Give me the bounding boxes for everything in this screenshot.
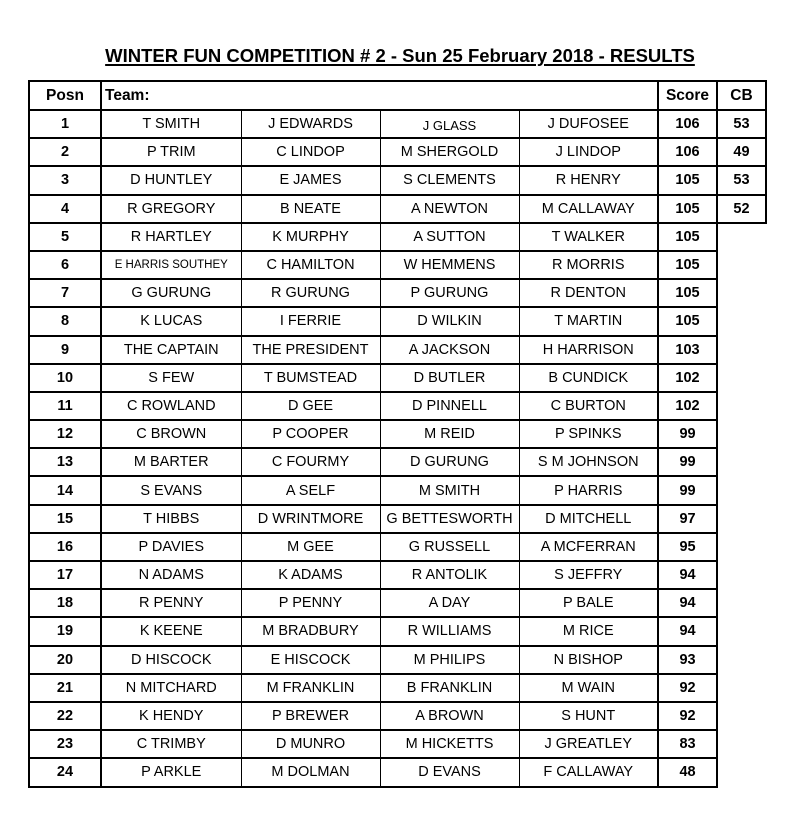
table-row: [29, 646, 717, 674]
score-cell: 83: [658, 730, 717, 758]
player-cell: M FRANKLIN: [241, 674, 380, 702]
position-cell: 1: [29, 110, 101, 138]
player-cell: D MUNRO: [241, 730, 380, 758]
player-cell: H HARRISON: [519, 336, 658, 364]
table-row: [29, 138, 717, 166]
player-cell: M BRADBURY: [241, 617, 380, 645]
player-cell: M BARTER: [101, 448, 241, 476]
table-row: [29, 166, 717, 194]
player-cell: M SHERGOLD: [380, 138, 519, 166]
player-cell: M RICE: [519, 617, 658, 645]
score-cell: 94: [658, 617, 717, 645]
player-cell: N ADAMS: [101, 561, 241, 589]
player-cell: P SPINKS: [519, 420, 658, 448]
player-cell: C TRIMBY: [101, 730, 241, 758]
table-row: [29, 702, 717, 730]
position-cell: 11: [29, 392, 101, 420]
position-cell: 2: [29, 138, 101, 166]
position-cell: 8: [29, 307, 101, 335]
player-cell: E HISCOCK: [241, 646, 380, 674]
score-cell: 105: [658, 166, 717, 194]
player-cell: A MCFERRAN: [519, 533, 658, 561]
table-row: [29, 364, 717, 392]
player-cell: K MURPHY: [241, 223, 380, 251]
position-cell: 22: [29, 702, 101, 730]
player-cell: D GURUNG: [380, 448, 519, 476]
table-row: [29, 110, 717, 138]
player-cell: B CUNDICK: [519, 364, 658, 392]
table-row: [29, 758, 717, 786]
player-cell: A BROWN: [380, 702, 519, 730]
player-cell: S EVANS: [101, 476, 241, 504]
player-cell: C ROWLAND: [101, 392, 241, 420]
player-cell: R WILLIAMS: [380, 617, 519, 645]
player-cell: M CALLAWAY: [519, 195, 658, 223]
results-table: [28, 80, 718, 788]
table-row: [29, 336, 717, 364]
player-cell: N MITCHARD: [101, 674, 241, 702]
player-cell: G GURUNG: [101, 279, 241, 307]
player-cell: P DAVIES: [101, 533, 241, 561]
player-cell: J EDWARDS: [241, 110, 380, 138]
player-cell: R MORRIS: [519, 251, 658, 279]
cb-cell: 53: [717, 110, 766, 138]
header-row: [29, 81, 717, 110]
player-cell: D PINNELL: [380, 392, 519, 420]
score-cell: 92: [658, 702, 717, 730]
table-row: [29, 420, 717, 448]
player-cell: E JAMES: [241, 166, 380, 194]
position-cell: 18: [29, 589, 101, 617]
position-cell: 3: [29, 166, 101, 194]
player-cell: P TRIM: [101, 138, 241, 166]
position-cell: 16: [29, 533, 101, 561]
player-cell: R DENTON: [519, 279, 658, 307]
player-cell: C BROWN: [101, 420, 241, 448]
player-cell: A SUTTON: [380, 223, 519, 251]
score-cell: 97: [658, 505, 717, 533]
position-cell: 12: [29, 420, 101, 448]
table-row: [29, 307, 717, 335]
player-cell: M PHILIPS: [380, 646, 519, 674]
player-cell: S CLEMENTS: [380, 166, 519, 194]
player-cell: P HARRIS: [519, 476, 658, 504]
table-row: [29, 617, 717, 645]
position-cell: 20: [29, 646, 101, 674]
player-cell: M HICKETTS: [380, 730, 519, 758]
table-row: [29, 730, 717, 758]
player-cell: F CALLAWAY: [519, 758, 658, 786]
player-cell: W HEMMENS: [380, 251, 519, 279]
position-cell: 5: [29, 223, 101, 251]
player-cell: R GREGORY: [101, 195, 241, 223]
position-cell: 6: [29, 251, 101, 279]
player-cell: S M JOHNSON: [519, 448, 658, 476]
player-cell: J LINDOP: [519, 138, 658, 166]
table-row: [29, 533, 717, 561]
player-cell: THE CAPTAIN: [101, 336, 241, 364]
score-cell: 95: [658, 533, 717, 561]
table-row: [29, 589, 717, 617]
score-cell: 94: [658, 561, 717, 589]
player-cell: T BUMSTEAD: [241, 364, 380, 392]
player-cell: C BURTON: [519, 392, 658, 420]
player-cell: R GURUNG: [241, 279, 380, 307]
player-cell: M SMITH: [380, 476, 519, 504]
cb-cell: 53: [717, 166, 766, 194]
countback-table: [716, 80, 767, 224]
score-cell: 105: [658, 251, 717, 279]
player-cell: THE PRESIDENT: [241, 336, 380, 364]
score-cell: 105: [658, 223, 717, 251]
player-cell: E HARRIS SOUTHEY: [101, 251, 241, 279]
player-cell: I FERRIE: [241, 307, 380, 335]
player-cell: K ADAMS: [241, 561, 380, 589]
player-cell: M REID: [380, 420, 519, 448]
position-cell: 14: [29, 476, 101, 504]
player-cell: P COOPER: [241, 420, 380, 448]
player-cell: S HUNT: [519, 702, 658, 730]
table-row: [29, 561, 717, 589]
player-cell: D BUTLER: [380, 364, 519, 392]
table-row: [29, 195, 717, 223]
player-cell: A DAY: [380, 589, 519, 617]
player-cell: M WAIN: [519, 674, 658, 702]
player-cell: T WALKER: [519, 223, 658, 251]
table-row: [29, 505, 717, 533]
player-cell: S JEFFRY: [519, 561, 658, 589]
player-cell: D WILKIN: [380, 307, 519, 335]
position-cell: 24: [29, 758, 101, 786]
table-row: [29, 392, 717, 420]
player-cell: D HUNTLEY: [101, 166, 241, 194]
score-cell: 94: [658, 589, 717, 617]
position-cell: 15: [29, 505, 101, 533]
player-cell: K LUCAS: [101, 307, 241, 335]
position-cell: 19: [29, 617, 101, 645]
player-cell: M GEE: [241, 533, 380, 561]
position-cell: 10: [29, 364, 101, 392]
score-cell: 106: [658, 110, 717, 138]
player-cell: R ANTOLIK: [380, 561, 519, 589]
score-cell: 99: [658, 448, 717, 476]
player-cell: G RUSSELL: [380, 533, 519, 561]
player-cell: C FOURMY: [241, 448, 380, 476]
player-cell: T MARTIN: [519, 307, 658, 335]
player-cell: A JACKSON: [380, 336, 519, 364]
score-cell: 99: [658, 420, 717, 448]
cb-header: CB: [717, 81, 766, 110]
player-cell: A NEWTON: [380, 195, 519, 223]
posn-header: Posn: [29, 81, 101, 110]
position-cell: 4: [29, 195, 101, 223]
player-cell: J GLASS: [380, 110, 519, 138]
player-cell: B FRANKLIN: [380, 674, 519, 702]
player-cell: J DUFOSEE: [519, 110, 658, 138]
player-cell: D EVANS: [380, 758, 519, 786]
position-cell: 17: [29, 561, 101, 589]
player-cell: K HENDY: [101, 702, 241, 730]
table-row: [29, 476, 717, 504]
player-cell: B NEATE: [241, 195, 380, 223]
score-header: Score: [658, 81, 717, 110]
position-cell: 13: [29, 448, 101, 476]
player-cell: P ARKLE: [101, 758, 241, 786]
score-cell: 103: [658, 336, 717, 364]
player-cell: D HISCOCK: [101, 646, 241, 674]
player-cell: J GREATLEY: [519, 730, 658, 758]
score-cell: 106: [658, 138, 717, 166]
position-cell: 7: [29, 279, 101, 307]
team-header: Team:: [101, 81, 658, 110]
player-cell: P BREWER: [241, 702, 380, 730]
score-cell: 102: [658, 364, 717, 392]
player-cell: N BISHOP: [519, 646, 658, 674]
player-cell: R HENRY: [519, 166, 658, 194]
score-cell: 48: [658, 758, 717, 786]
score-cell: 105: [658, 195, 717, 223]
table-row: [29, 251, 717, 279]
cb-cell: 49: [717, 138, 766, 166]
player-cell: T HIBBS: [101, 505, 241, 533]
player-cell: D GEE: [241, 392, 380, 420]
score-cell: 105: [658, 307, 717, 335]
table-row: [29, 674, 717, 702]
player-cell: S FEW: [101, 364, 241, 392]
player-cell: R HARTLEY: [101, 223, 241, 251]
player-cell: M DOLMAN: [241, 758, 380, 786]
position-cell: 23: [29, 730, 101, 758]
score-cell: 105: [658, 279, 717, 307]
player-cell: P BALE: [519, 589, 658, 617]
table-row: [29, 223, 717, 251]
score-cell: 93: [658, 646, 717, 674]
player-cell: D MITCHELL: [519, 505, 658, 533]
player-cell: D WRINTMORE: [241, 505, 380, 533]
cb-cell: 52: [717, 195, 766, 223]
table-row: [29, 448, 717, 476]
player-cell: K KEENE: [101, 617, 241, 645]
player-cell: C HAMILTON: [241, 251, 380, 279]
player-cell: A SELF: [241, 476, 380, 504]
player-cell: P PENNY: [241, 589, 380, 617]
player-cell: C LINDOP: [241, 138, 380, 166]
player-cell: R PENNY: [101, 589, 241, 617]
title-text: WINTER FUN COMPETITION # 2 - Sun 25 February 2018 - RESULTS: [105, 45, 695, 66]
score-cell: 99: [658, 476, 717, 504]
position-cell: 9: [29, 336, 101, 364]
score-cell: 92: [658, 674, 717, 702]
player-cell: G BETTESWORTH: [380, 505, 519, 533]
player-cell: P GURUNG: [380, 279, 519, 307]
table-row: [29, 279, 717, 307]
player-cell: T SMITH: [101, 110, 241, 138]
score-cell: 102: [658, 392, 717, 420]
position-cell: 21: [29, 674, 101, 702]
page-title: [0, 44, 800, 68]
